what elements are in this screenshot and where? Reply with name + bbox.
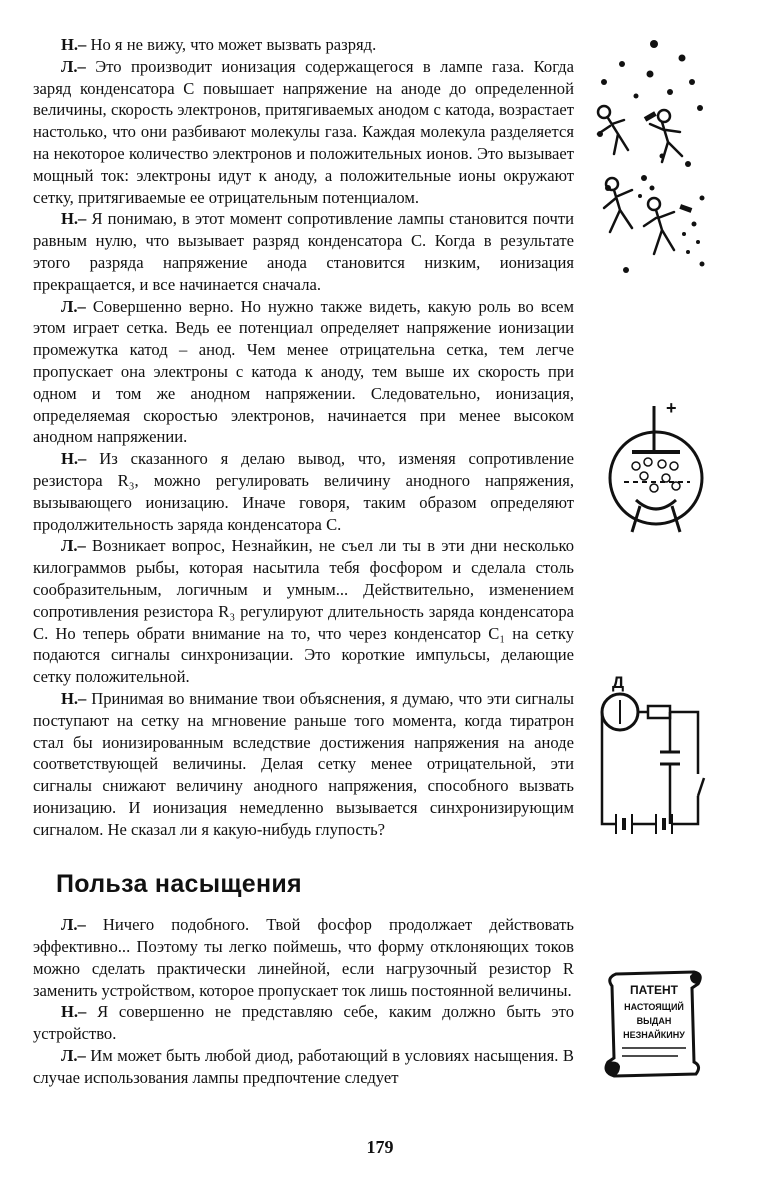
diode-label: Д	[612, 673, 625, 692]
paragraph	[33, 914, 574, 1001]
diode-circuit-illustration	[594, 664, 718, 840]
paragraph-text: Им может быть любой диод, работающий в условиях насыщения. В случае использования лампы предпочтение следует	[33, 1046, 574, 1087]
cathode	[636, 500, 676, 509]
stick-figures	[598, 106, 682, 254]
paragraph-text: Из сказанного я делаю вывод, что, изменяя сопротивление резистора R₃, можно регулировать величину анодного напряжения, вызывающего ионизацию. Иначе говоря, таким образом определяют продолжительность заряда конденсатора С.	[33, 449, 574, 534]
scroll-text	[623, 983, 685, 1040]
plus-label: +	[666, 398, 677, 418]
paragraph	[33, 688, 574, 841]
paragraph	[33, 208, 574, 295]
paragraph	[33, 1001, 574, 1045]
speaker-label: Н.–	[61, 688, 87, 708]
paragraph	[33, 1045, 574, 1089]
ions	[632, 458, 680, 492]
paragraph-text: Я понимаю, в этот момент сопротивление лампы становится почти равным нулю, что вызывает разряд конденсатора С. Когда в результате этого разряда напряжение анода становится низким, ионизация прекращается, и все начинается сначала.	[33, 209, 574, 294]
paragraph	[33, 296, 574, 449]
paragraph-text: Но я не вижу, что может вызвать разряд.	[86, 35, 377, 54]
particles	[597, 40, 705, 273]
speaker-label: Н.–	[61, 209, 87, 229]
speaker-label: Л.–	[61, 56, 86, 76]
speaker-label: Л.–	[61, 915, 86, 935]
speaker-label: Н.–	[61, 35, 87, 54]
scroll-line: НАСТОЯЩИЙ	[624, 1002, 684, 1012]
paragraph-text: Принимая во внимание твои объяснения, я думаю, что эти сигналы поступают на сетку на мгновение раньше того момента, когда тиратрон стал бы ионизированным вследствие достижения напряжения на аноде соответствующей величины. Делая сетку менее отрицательной, эти сигналы снижают величину анодного напряжения, способного вызвать ионизацию. И ионизация немедленно вызывается синхронизирующим сигналом. Не сказал ли я какую-нибудь глупость?	[33, 688, 574, 839]
paragraph-text: Это производит ионизация содержащегося в лампе газа. Когда заряд конденсатора С повышает напряжение на аноде до определенной величины, скорость электронов, притягиваемых анодом с катода, возрастает настолько, что они разбивают молекулы газа. Каждая молекула разделяется на некоторое количество электронов и положительных ионов. Это вызывает мощный ток: электроны идут к аноду, а положительные ионы окружают сетку, притягиваемые ее отрицательным потенциалом.	[33, 56, 574, 207]
scroll-line: ВЫДАН	[636, 1016, 672, 1026]
paragraph	[33, 34, 574, 56]
speaker-label: Н.–	[61, 1002, 87, 1022]
paragraph-text: Я совершенно не представляю себе, каким должно быть это устройство.	[33, 1002, 574, 1044]
paragraph	[33, 448, 574, 535]
speaker-label: Н.–	[61, 449, 87, 469]
page-number: 179	[366, 1137, 394, 1157]
circuit-wires	[602, 706, 704, 824]
paragraph	[33, 56, 574, 209]
paragraph-text: Совершенно верно. Но нужно также видеть, какую роль во всем этом играет сетка. Ведь ее потенциал определяет напряжение ионизации промежутка катод – анод. Чем менее отрицательна сетка, тем легче пропускает она электроны с катода к аноду, тем выше их скорость при одном и том же анодном напряжении. Следовательно, ионизация, определяемая скоростью электронов, начинается при менее высоком анодном напряжении.	[33, 296, 574, 447]
scroll-line: НЕЗНАЙКИНУ	[623, 1030, 685, 1040]
speaker-label: Л.–	[61, 296, 86, 316]
paragraph-text: Возникает вопрос, Незнайкин, не съел ли ты в эти дни несколько килограммов рыбы, которая насытила тебя фосфором и сделала столь сообразительным, логичным и умным... Действительно, изменением сопротивления резистора R₃ регулируют длительность заряда конденсатора С. Но теперь обрати внимание на то, что через конденсатор С₁ на сетку подаются сигналы синхронизации. Это короткие импульсы, делающие сетку положительной.	[33, 536, 574, 687]
scroll-line: ПАТЕНТ	[629, 983, 679, 997]
main-text-column	[33, 34, 574, 1089]
paragraph-text: Ничего подобного. Твой фосфор продолжает действовать эффективно... Поэтому ты легко поймешь, что форму отклоняющих токов можно сделать практически линейной, если нагрузочный резистор R заменить устройством, которое пропускает ток лишь постоянной величины.	[33, 915, 574, 1000]
patent-scroll-illustration	[598, 966, 710, 1078]
thyratron-tube-illustration	[606, 396, 718, 536]
speaker-label: Л.–	[61, 536, 86, 556]
paragraph	[33, 535, 574, 688]
section-title: Польза насыщения	[56, 870, 302, 899]
ionization-figures-illustration	[592, 38, 710, 278]
speaker-label: Л.–	[61, 1046, 86, 1066]
